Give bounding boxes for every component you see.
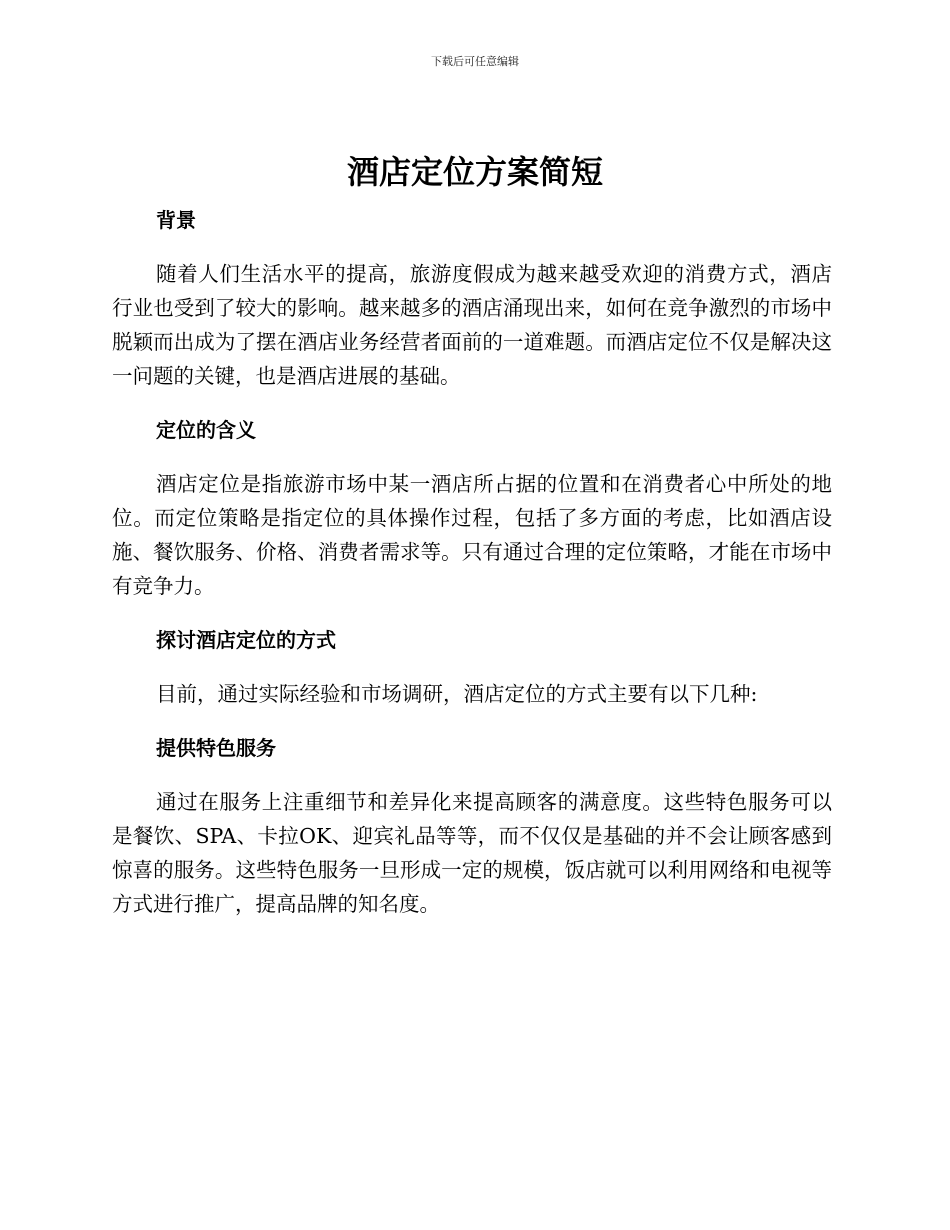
document-body bbox=[112, 203, 832, 921]
section-paragraph-special-services: 通过在服务上注重细节和差异化来提高顾客的满意度。这些特色服务可以是餐饮、SPA、卡拉OK、迎宾礼品等等，而不仅仅是基础的并不会让顾客感到惊喜的服务。这些特色服务一旦形成一定的规模，饭店就可以利用网络和电视等方式进行推广，提高品牌的知名度。 bbox=[112, 790, 832, 916]
section-paragraph-meaning: 酒店定位是指旅游市场中某一酒店所占据的位置和在消费者心中所处的地位。而定位策略是指定位的具体操作过程，包括了多方面的考虑，比如酒店设施、餐饮服务、价格、消费者需求等。只有通过合理的定位策略，才能在市场中有竞争力。 bbox=[112, 472, 832, 598]
section-paragraph-background: 随着人们生活水平的提高，旅游度假成为越来越受欢迎的消费方式，酒店行业也受到了较大的影响。越来越多的酒店涌现出来，如何在竞争激烈的市场中脱颖而出成为了摆在酒店业务经营者面前的一道难题。而酒店定位不仅是解决这一问题的关键，也是酒店进展的基础。 bbox=[112, 262, 832, 388]
page-header-note: 下载后可任意编辑 bbox=[431, 55, 519, 68]
section-heading-special-services: 提供特色服务 bbox=[156, 736, 276, 760]
section-heading-background: 背景 bbox=[156, 208, 196, 232]
section-heading-methods: 探讨酒店定位的方式 bbox=[156, 628, 336, 652]
section-heading-meaning: 定位的含义 bbox=[156, 418, 256, 442]
document-title: 酒店定位方案简短 bbox=[346, 153, 603, 191]
section-paragraph-methods: 目前，通过实际经验和市场调研，酒店定位的方式主要有以下几种: bbox=[156, 682, 758, 706]
